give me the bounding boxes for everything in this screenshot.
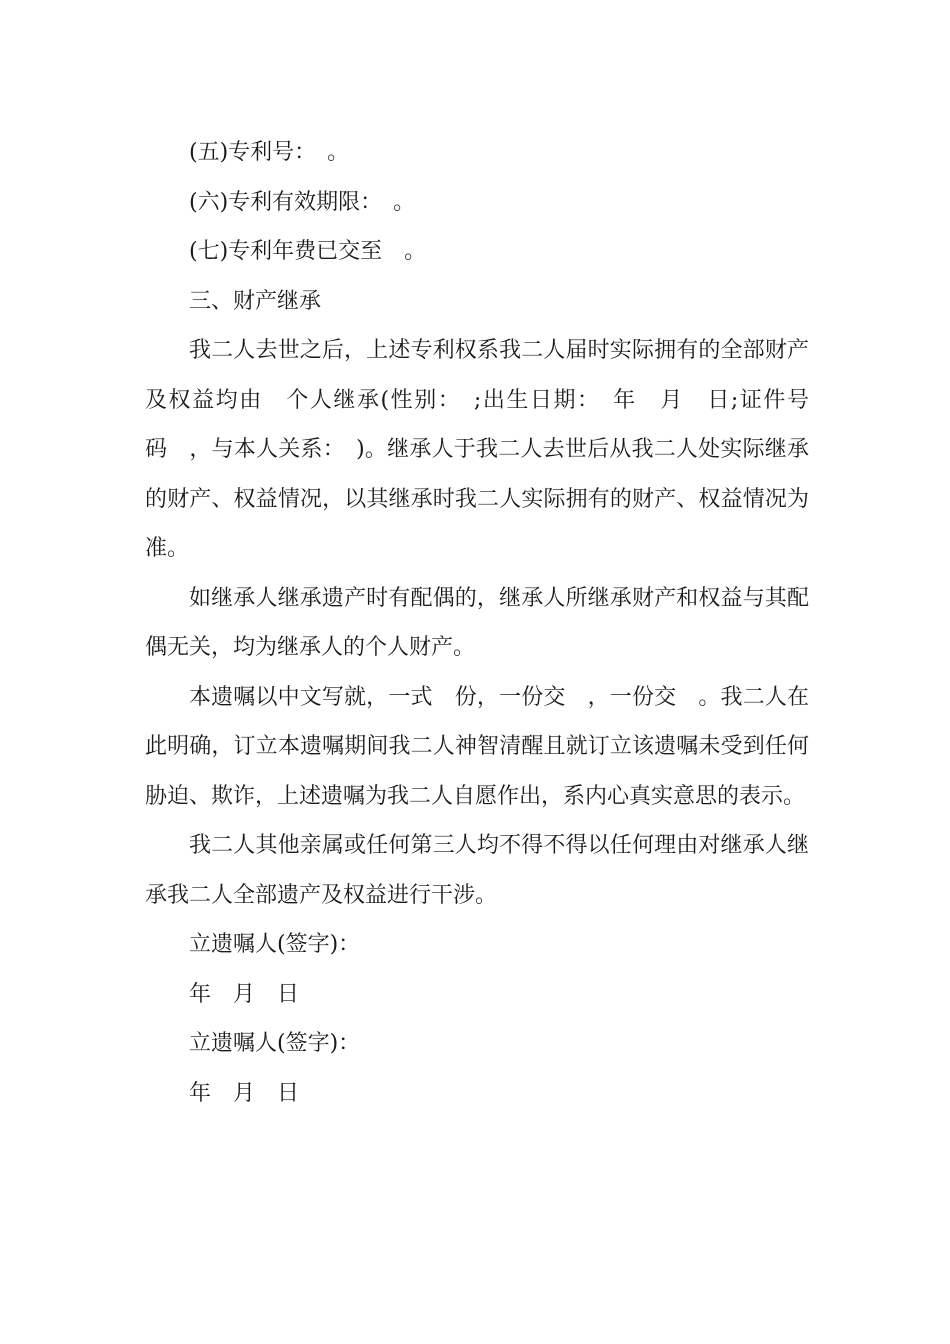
clause-patent-number: (五)专利号： 。 bbox=[189, 140, 350, 165]
document-body bbox=[145, 128, 809, 1118]
signature-label-1: 立遗嘱人(签字)： bbox=[189, 932, 361, 957]
section-heading-inheritance: 三、财产继承 bbox=[189, 288, 322, 314]
paragraph-copies-clause: 本遗嘱以中文写就，一式 份，一份交 ，一份交 。我二人在此明确，订立本遗嘱期间我二人神智清醒且就订立该遗嘱未受到任何胁迫、欺诈，上述遗嘱为我二人自愿作出，系内心真实意思的表示。 bbox=[145, 684, 809, 809]
clause-patent-fee: (七)专利年费已交至 。 bbox=[189, 239, 427, 264]
paragraph-inheritance-terms: 我二人去世之后，上述专利权系我二人届时实际拥有的全部财产及权益均由 个人继承(性别： ;出生日期： 年 月 日;证件号码 ，与本人关系： )。继承人于我二人去世后从我二人处实际继承的财产、权益情况，以其继承时我二人实际拥有的财产、权益情况为准。 bbox=[145, 338, 809, 561]
clause-patent-validity: (六)专利有效期限： 。 bbox=[189, 189, 416, 215]
paragraph-spouse-clause: 如继承人继承遗产时有配偶的，继承人所继承财产和权益与其配偶无关，均为继承人的个人财产。 bbox=[145, 585, 809, 660]
signature-date-2: 年 月 日 bbox=[189, 1080, 300, 1106]
signature-label-2: 立遗嘱人(签字)： bbox=[189, 1031, 361, 1056]
paragraph-non-interference: 我二人其他亲属或任何第三人均不得不得以任何理由对继承人继承我二人全部遗产及权益进行干涉。 bbox=[145, 833, 809, 908]
signature-date-1: 年 月 日 bbox=[189, 981, 300, 1007]
